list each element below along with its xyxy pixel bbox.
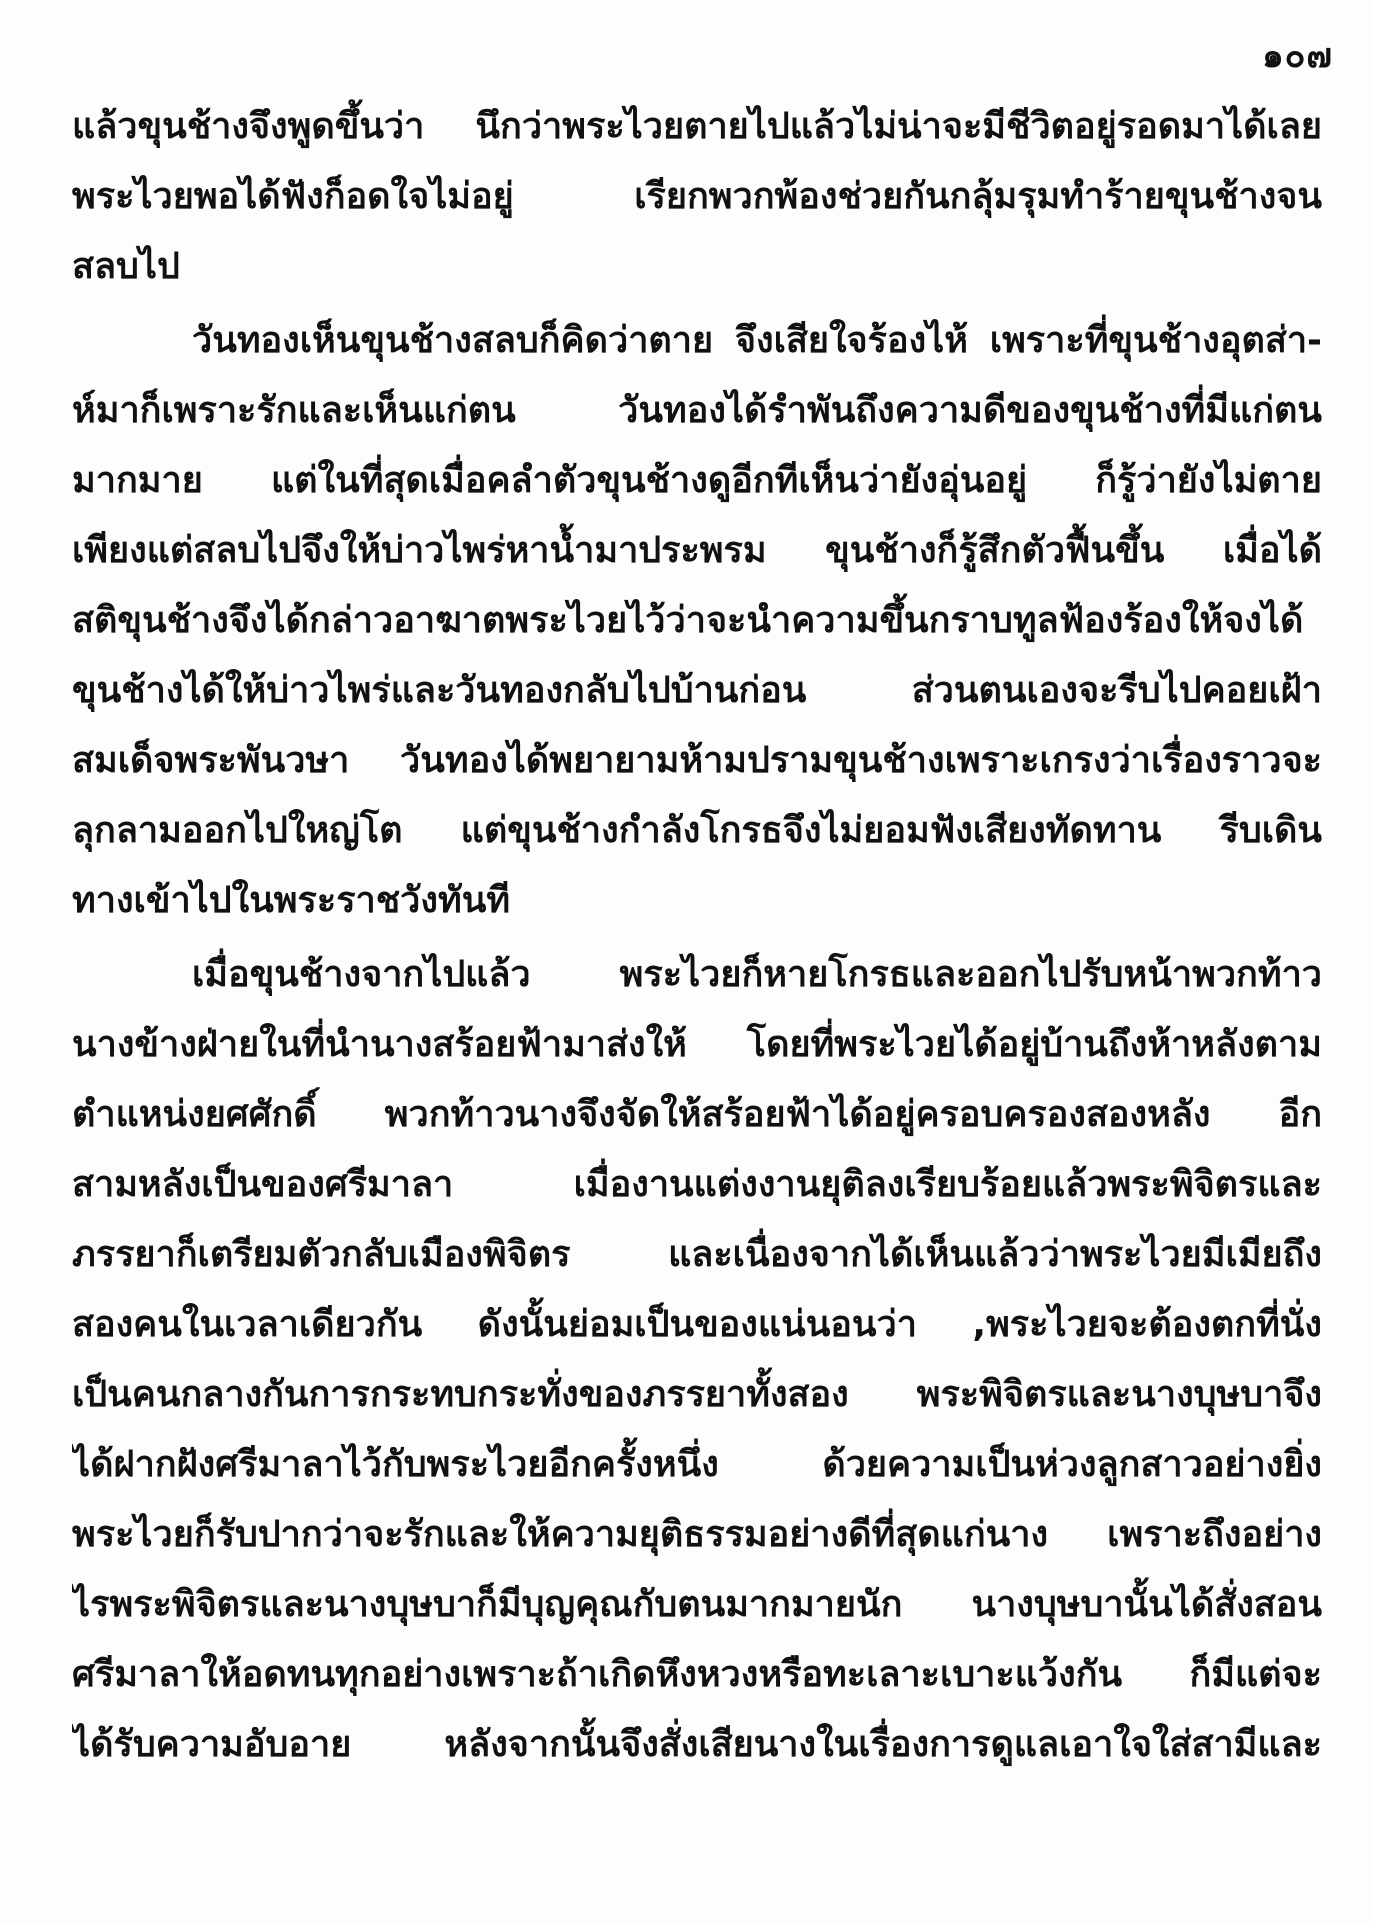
text-line: วันทองเห็นขุนช้างสลบก็คิดว่าตาย จึงเสียใจร้องไห้ เพราะที่ขุนช้างอุตส่า- xyxy=(192,320,1322,361)
text-line: เป็นคนกลางกันการกระทบกระทั่งของภรรยาทั้งสอง พระพิจิตรและนางบุษบาจึง xyxy=(72,1374,1322,1415)
text-line: ไรพระพิจิตรและนางบุษบาก็มีบุญคุณกับตนมากมายนัก นางบุษบานั้นได้สั่งสอน xyxy=(72,1584,1322,1625)
text-line: พระไวยพอได้ฟังก็อดใจไม่อยู่ เรียกพวกพ้องช่วยกันกลุ้มรุมทำร้ายขุนช้างจน xyxy=(72,176,1322,217)
text-line: มากมาย แต่ในที่สุดเมื่อคลำตัวขุนช้างดูอีกทีเห็นว่ายังอุ่นอยู่ ก็รู้ว่ายังไม่ตาย xyxy=(72,460,1322,501)
text-line: ขุนช้างได้ให้บ่าวไพร่และวันทองกลับไปบ้านก่อน ส่วนตนเองจะรีบไปคอยเฝ้า xyxy=(72,670,1322,711)
text-line: ได้ฝากฝังศรีมาลาไว้กับพระไวยอีกครั้งหนึ่ง ด้วยความเป็นห่วงลูกสาวอย่างยิ่ง xyxy=(72,1444,1322,1485)
text-body xyxy=(72,92,1322,1780)
text-line: ทางเข้าไปในพระราชวังทันที xyxy=(72,880,511,921)
text-line: ได้รับความอับอาย หลังจากนั้นจึงสั่งเสียนางในเรื่องการดูแลเอาใจใส่สามีและ xyxy=(72,1724,1322,1765)
text-line: สองคนในเวลาเดียวกัน ดังนั้นย่อมเป็นของแน่นอนว่า ,พระไวยจะต้องตกที่นั่ง xyxy=(72,1304,1322,1345)
text-line: สามหลังเป็นของศรีมาลา เมื่องานแต่งงานยุติลงเรียบร้อยแล้วพระพิจิตรและ xyxy=(72,1164,1322,1205)
paragraph-2 xyxy=(72,306,1322,936)
page-number: ๑๐๗ xyxy=(1262,36,1333,76)
text-line: นางข้างฝ่ายในที่นำนางสร้อยฟ้ามาส่งให้ โดยที่พระไวยได้อยู่บ้านถึงห้าหลังตาม xyxy=(72,1024,1322,1065)
text-line: สลบไป xyxy=(72,246,180,287)
text-line: ห์มาก็เพราะรักและเห็นแก่ตน วันทองได้รำพันถึงความดีของขุนช้างที่มีแก่ตน xyxy=(72,390,1322,431)
text-line: สติขุนช้างจึงได้กล่าวอาฆาตพระไวยไว้ว่าจะนำความขึ้นกราบทูลฟ้องร้องให้จงได้ xyxy=(72,600,1304,641)
text-line: ตำแหน่งยศศักดิ์ พวกท้าวนางจึงจัดให้สร้อยฟ้าได้อยู่ครอบครองสองหลัง อีก xyxy=(72,1094,1322,1135)
text-line: พระไวยก็รับปากว่าจะรักและให้ความยุติธรรมอย่างดีที่สุดแก่นาง เพราะถึงอย่าง xyxy=(72,1514,1322,1555)
paragraph-3 xyxy=(72,940,1322,1780)
paragraph-1 xyxy=(72,92,1322,302)
text-line: เมื่อขุนช้างจากไปแล้ว พระไวยก็หายโกรธและออกไปรับหน้าพวกท้าว xyxy=(192,954,1322,995)
text-line: เพียงแต่สลบไปจึงให้บ่าวไพร่หาน้ำมาประพรม ขุนช้างก็รู้สึกตัวฟื้นขึ้น เมื่อได้ xyxy=(72,530,1322,571)
text-line: สมเด็จพระพันวษา วันทองได้พยายามห้ามปรามขุนช้างเพราะเกรงว่าเรื่องราวจะ xyxy=(72,740,1322,781)
text-line: ศรีมาลาให้อดทนทุกอย่างเพราะถ้าเกิดหึงหวงหรือทะเลาะเบาะแว้งกัน ก็มีแต่จะ xyxy=(72,1654,1322,1695)
text-line: แล้วขุนช้างจึงพูดขึ้นว่า นึกว่าพระไวยตายไปแล้วไม่น่าจะมีชีวิตอยู่รอดมาได้เลย xyxy=(72,106,1322,147)
text-line: ภรรยาก็เตรียมตัวกลับเมืองพิจิตร และเนื่องจากได้เห็นแล้วว่าพระไวยมีเมียถึง xyxy=(72,1234,1322,1275)
text-line: ลุกลามออกไปใหญ่โต แต่ขุนช้างกำลังโกรธจึงไม่ยอมฟังเสียงทัดทาน รีบเดิน xyxy=(72,810,1322,851)
